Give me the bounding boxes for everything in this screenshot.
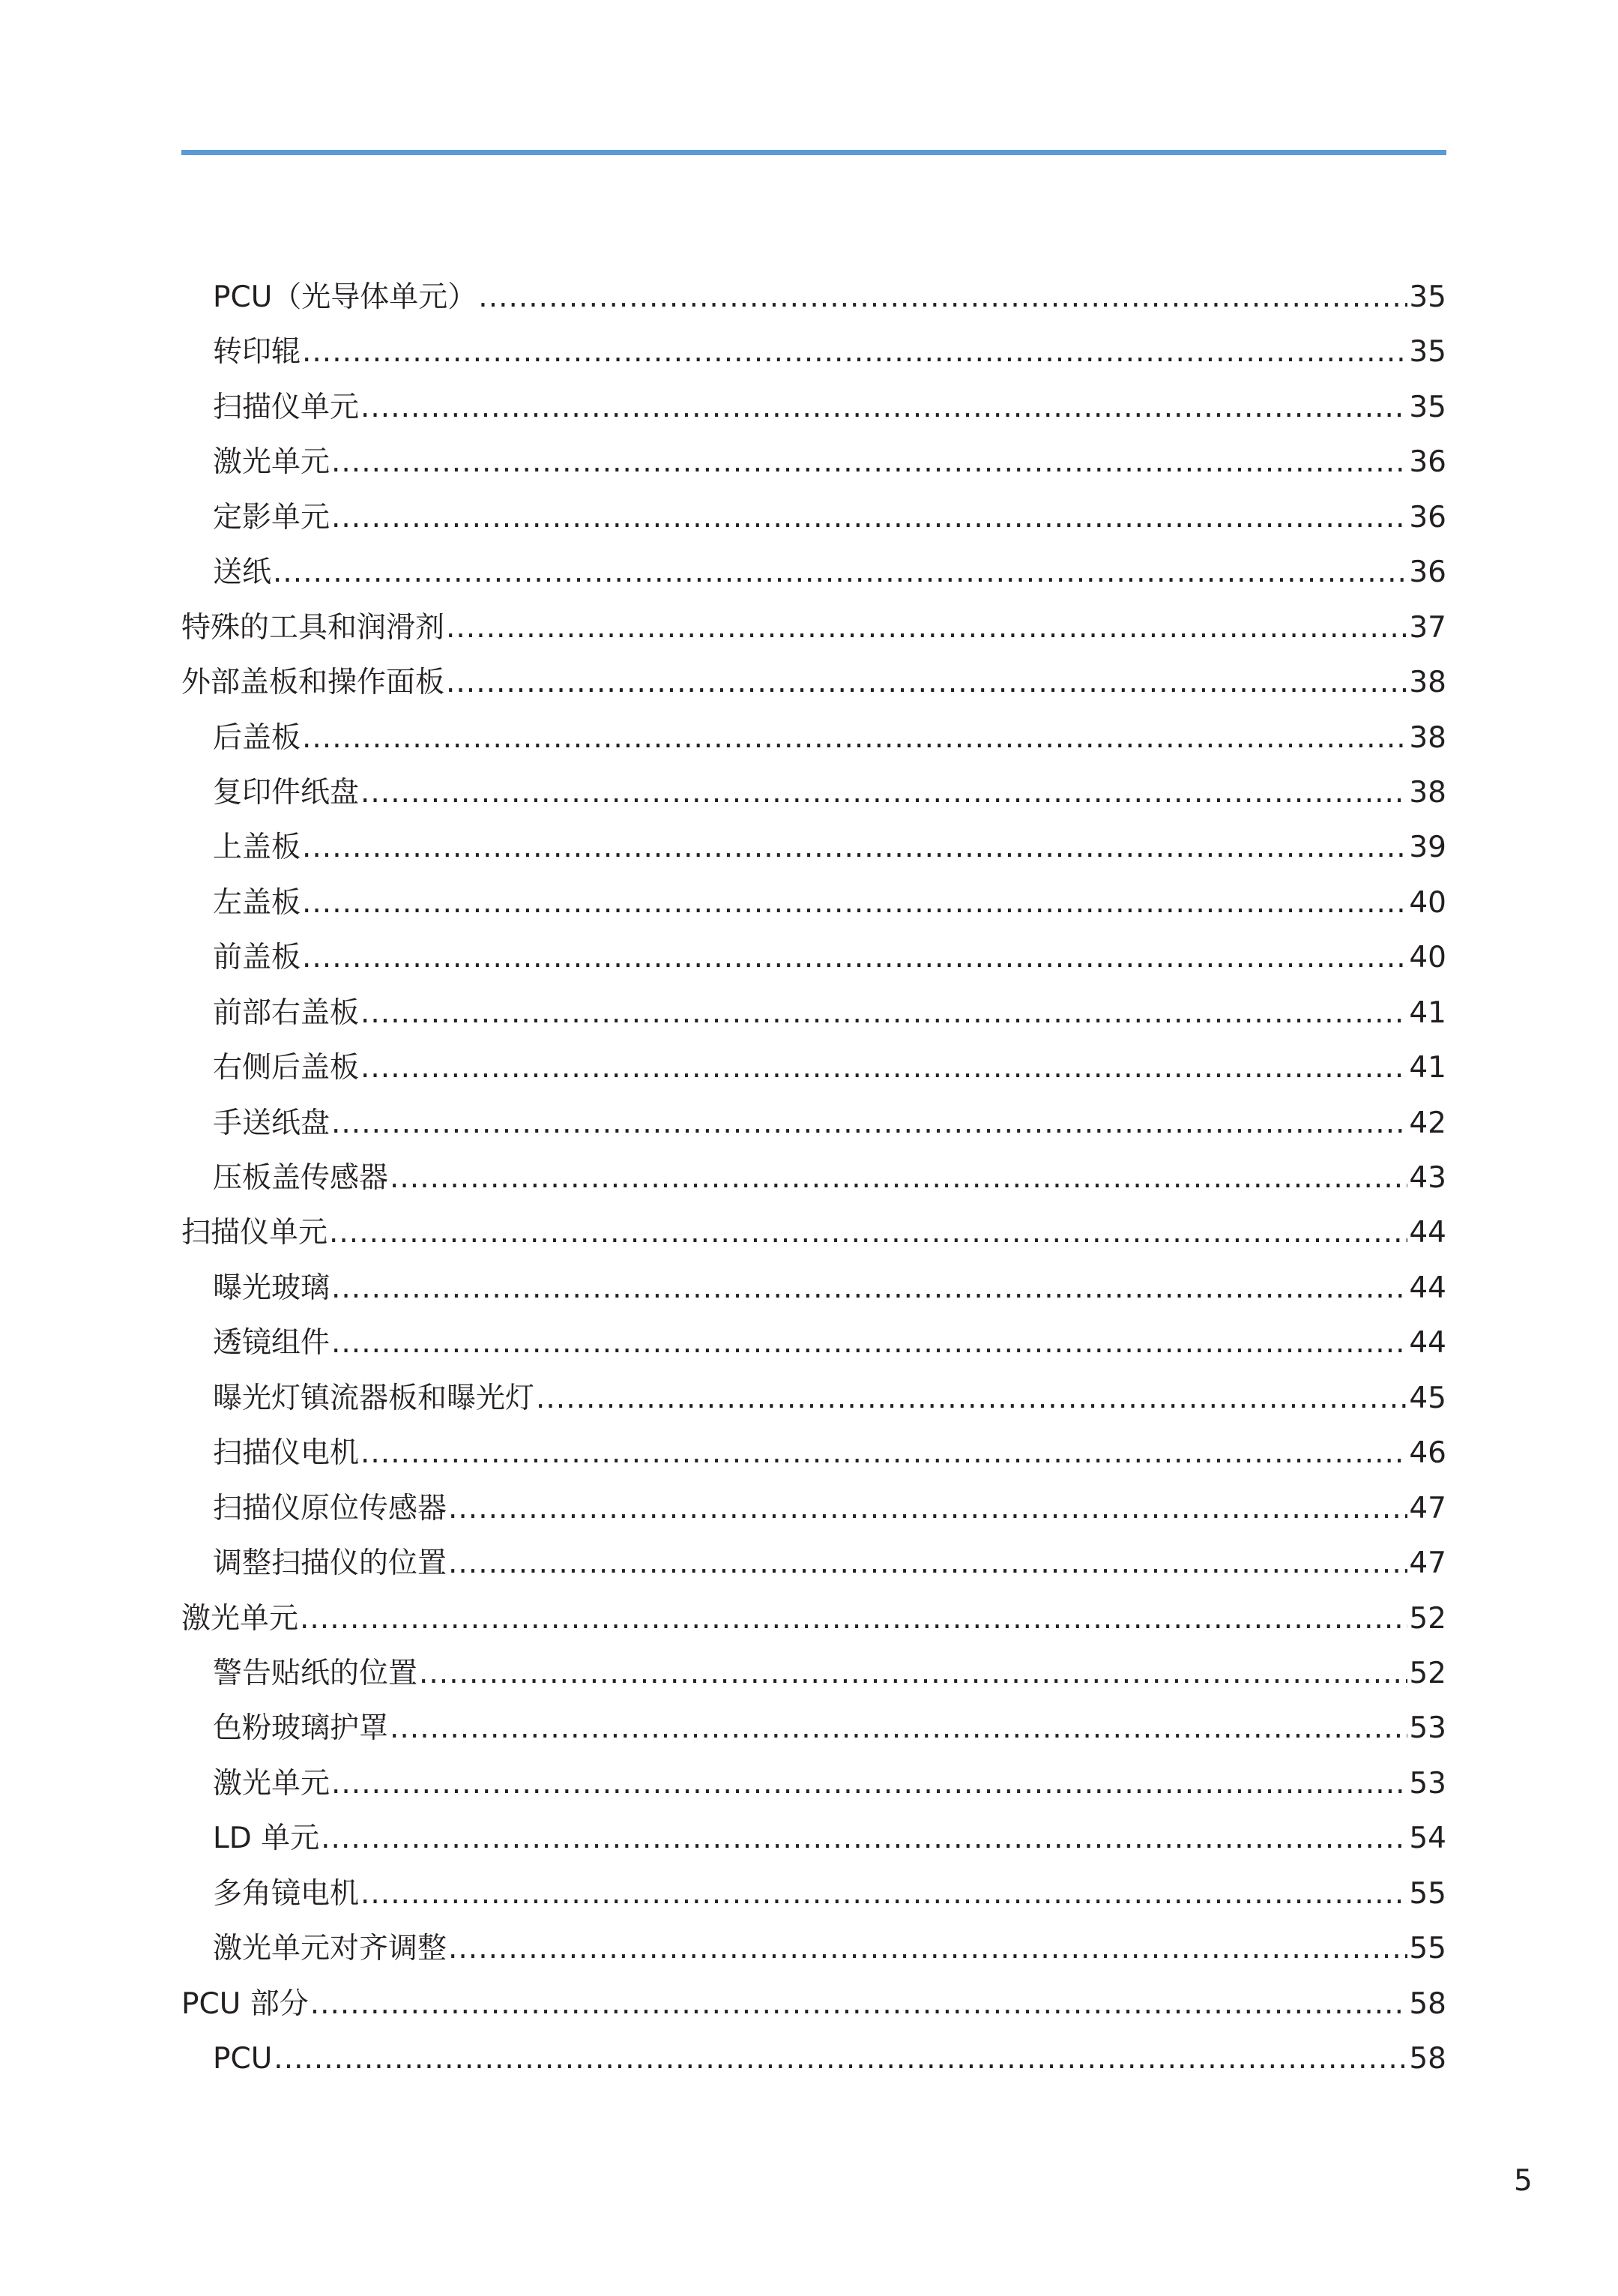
toc-entry[interactable] xyxy=(181,1646,1446,1701)
toc-entry[interactable] xyxy=(181,1811,1446,1866)
toc-entry[interactable] xyxy=(181,325,1446,379)
toc-entry[interactable] xyxy=(181,765,1446,820)
toc-entry-page: 36 xyxy=(1409,445,1446,480)
toc-dot-leader xyxy=(536,1371,1407,1426)
toc-entry[interactable] xyxy=(181,1591,1446,1646)
toc-entry-title: 扫描仪原位传感器 xyxy=(213,1491,447,1525)
toc-dot-leader xyxy=(390,1701,1407,1756)
toc-entry-title: PCU（光导体单元） xyxy=(213,280,477,314)
toc-dot-leader xyxy=(331,1316,1407,1370)
toc-dot-leader xyxy=(360,986,1407,1040)
toc-dot-leader xyxy=(448,1481,1407,1536)
toc-entry[interactable] xyxy=(181,1261,1446,1316)
toc-entry-page: 44 xyxy=(1409,1326,1446,1361)
toc-dot-leader xyxy=(360,1866,1407,1921)
toc-entry-page: 38 xyxy=(1409,775,1446,810)
toc-dot-leader xyxy=(300,1591,1407,1646)
toc-entry[interactable] xyxy=(181,1481,1446,1536)
toc-entry-title: 激光单元 xyxy=(213,445,330,480)
toc-dot-leader xyxy=(302,711,1407,765)
toc-entry[interactable] xyxy=(181,1096,1446,1151)
toc-dot-leader xyxy=(448,1536,1407,1591)
toc-entry-title: 扫描仪电机 xyxy=(213,1436,360,1471)
toc-entry-title: 警告贴纸的位置 xyxy=(213,1656,418,1690)
toc-dot-leader xyxy=(310,1977,1408,2031)
toc-entry[interactable] xyxy=(181,1536,1446,1591)
toc-entry-page: 36 xyxy=(1409,500,1446,534)
toc-dot-leader xyxy=(478,270,1407,325)
toc-entry-page: 53 xyxy=(1409,1766,1446,1801)
toc-entry-title: 扫描仪单元 xyxy=(213,390,360,424)
toc-entry[interactable] xyxy=(181,270,1446,325)
toc-entry[interactable] xyxy=(181,1205,1446,1260)
toc-entry-title: 色粉玻璃护罩 xyxy=(213,1711,389,1746)
toc-dot-leader xyxy=(446,655,1407,710)
toc-dot-leader xyxy=(331,435,1407,489)
toc-entry-title: 前盖板 xyxy=(213,941,301,975)
toc-dot-leader xyxy=(331,490,1407,545)
toc-entry[interactable] xyxy=(181,655,1446,710)
toc-dot-leader xyxy=(419,1646,1407,1701)
toc-entry-title: 上盖板 xyxy=(213,831,301,865)
toc-dot-leader xyxy=(360,1040,1407,1095)
toc-entry-title: 后盖板 xyxy=(213,720,301,755)
toc-entry[interactable] xyxy=(181,1977,1446,2031)
toc-entry-title: LD 单元 xyxy=(213,1822,320,1856)
toc-entry-title: 调整扫描仪的位置 xyxy=(213,1546,447,1581)
toc-entry[interactable] xyxy=(181,380,1446,435)
toc-entry-page: 45 xyxy=(1409,1381,1446,1415)
toc-entry-page: 52 xyxy=(1409,1656,1446,1690)
toc-entry[interactable] xyxy=(181,876,1446,930)
toc-entry-page: 58 xyxy=(1409,2042,1446,2076)
toc-entry-page: 52 xyxy=(1409,1601,1446,1636)
toc-entry-page: 41 xyxy=(1409,995,1446,1030)
toc-entry-title: 激光单元 xyxy=(181,1601,299,1636)
toc-entry[interactable] xyxy=(181,1371,1446,1426)
toc-dot-leader xyxy=(360,765,1407,820)
toc-entry-page: 55 xyxy=(1409,1876,1446,1911)
toc-dot-leader xyxy=(360,380,1407,435)
toc-dot-leader xyxy=(273,545,1407,600)
toc-entry-page: 46 xyxy=(1409,1436,1446,1471)
toc-entry-page: 35 xyxy=(1409,280,1446,314)
toc-dot-leader xyxy=(331,1261,1407,1316)
toc-entry-page: 44 xyxy=(1409,1271,1446,1305)
page-number: 5 xyxy=(1514,2164,1533,2198)
toc-entry-title: 多角镜电机 xyxy=(213,1876,360,1911)
toc-entry-page: 38 xyxy=(1409,666,1446,700)
toc-entry-title: PCU xyxy=(213,2042,273,2076)
toc-entry-page: 40 xyxy=(1409,941,1446,975)
toc-entry-page: 36 xyxy=(1409,555,1446,590)
toc-entry[interactable] xyxy=(181,2031,1446,2086)
toc-dot-leader xyxy=(329,1205,1407,1260)
toc-entry-page: 35 xyxy=(1409,390,1446,424)
toc-entry[interactable] xyxy=(181,986,1446,1040)
toc-entry[interactable] xyxy=(181,545,1446,600)
toc-entry-title: 转印辊 xyxy=(213,335,301,370)
toc-dot-leader xyxy=(302,930,1407,985)
toc-dot-leader xyxy=(321,1811,1407,1866)
toc-entry-page: 38 xyxy=(1409,720,1446,755)
toc-entry[interactable] xyxy=(181,435,1446,489)
toc-entry-page: 47 xyxy=(1409,1546,1446,1581)
toc-entry-page: 37 xyxy=(1409,610,1446,645)
toc-dot-leader xyxy=(302,325,1407,379)
toc-entry[interactable] xyxy=(181,490,1446,545)
toc-dot-leader xyxy=(448,1921,1407,1976)
toc-entry-title: 激光单元对齐调整 xyxy=(213,1932,447,1966)
toc-entry[interactable] xyxy=(181,820,1446,875)
toc-entry[interactable] xyxy=(181,1040,1446,1095)
toc-entry-title: 扫描仪单元 xyxy=(181,1216,328,1250)
toc-dot-leader xyxy=(331,1096,1407,1151)
toc-entry-page: 41 xyxy=(1409,1051,1446,1085)
toc-entry-title: 定影单元 xyxy=(213,500,330,534)
table-of-contents xyxy=(181,270,1446,2086)
toc-dot-leader xyxy=(302,820,1407,875)
toc-dot-leader xyxy=(390,1151,1407,1205)
toc-entry-title: 透镜组件 xyxy=(213,1326,330,1361)
toc-entry-title: 前部右盖板 xyxy=(213,995,360,1030)
toc-entry-title: 右侧后盖板 xyxy=(213,1051,360,1085)
toc-entry[interactable] xyxy=(181,711,1446,765)
toc-entry-page: 43 xyxy=(1409,1161,1446,1195)
toc-entry-page: 42 xyxy=(1409,1106,1446,1140)
toc-entry-title: 复印件纸盘 xyxy=(213,775,360,810)
toc-dot-leader xyxy=(360,1426,1407,1480)
toc-entry-page: 58 xyxy=(1409,1986,1446,2021)
toc-entry-page: 39 xyxy=(1409,831,1446,865)
toc-entry-title: 送纸 xyxy=(213,555,272,590)
toc-entry-page: 54 xyxy=(1409,1822,1446,1856)
toc-entry-page: 47 xyxy=(1409,1491,1446,1525)
toc-entry-page: 40 xyxy=(1409,885,1446,920)
toc-entry[interactable] xyxy=(181,1426,1446,1480)
toc-entry-page: 55 xyxy=(1409,1932,1446,1966)
toc-entry[interactable] xyxy=(181,930,1446,985)
toc-entry-page: 53 xyxy=(1409,1711,1446,1746)
toc-entry-page: 35 xyxy=(1409,335,1446,370)
toc-entry-title: 特殊的工具和润滑剂 xyxy=(181,610,445,645)
toc-entry[interactable] xyxy=(181,1151,1446,1205)
toc-entry-page: 44 xyxy=(1409,1216,1446,1250)
toc-entry-title: 外部盖板和操作面板 xyxy=(181,666,445,700)
toc-entry[interactable] xyxy=(181,1866,1446,1921)
toc-entry-title: 激光单元 xyxy=(213,1766,330,1801)
toc-entry[interactable] xyxy=(181,1701,1446,1756)
toc-entry-title: 压板盖传感器 xyxy=(213,1161,389,1195)
toc-entry-title: 手送纸盘 xyxy=(213,1106,330,1140)
toc-dot-leader xyxy=(274,2031,1407,2086)
toc-entry[interactable] xyxy=(181,1316,1446,1370)
toc-entry-title: 左盖板 xyxy=(213,885,301,920)
toc-entry[interactable] xyxy=(181,1756,1446,1811)
toc-entry-title: 曝光灯镇流器板和曝光灯 xyxy=(213,1381,535,1415)
toc-dot-leader xyxy=(446,600,1407,655)
toc-dot-leader xyxy=(302,876,1407,930)
toc-entry-title: PCU 部分 xyxy=(181,1986,309,2021)
header-rule xyxy=(181,150,1446,155)
toc-entry[interactable] xyxy=(181,600,1446,655)
toc-dot-leader xyxy=(331,1756,1407,1811)
toc-entry[interactable] xyxy=(181,1921,1446,1976)
toc-entry-title: 曝光玻璃 xyxy=(213,1271,330,1305)
